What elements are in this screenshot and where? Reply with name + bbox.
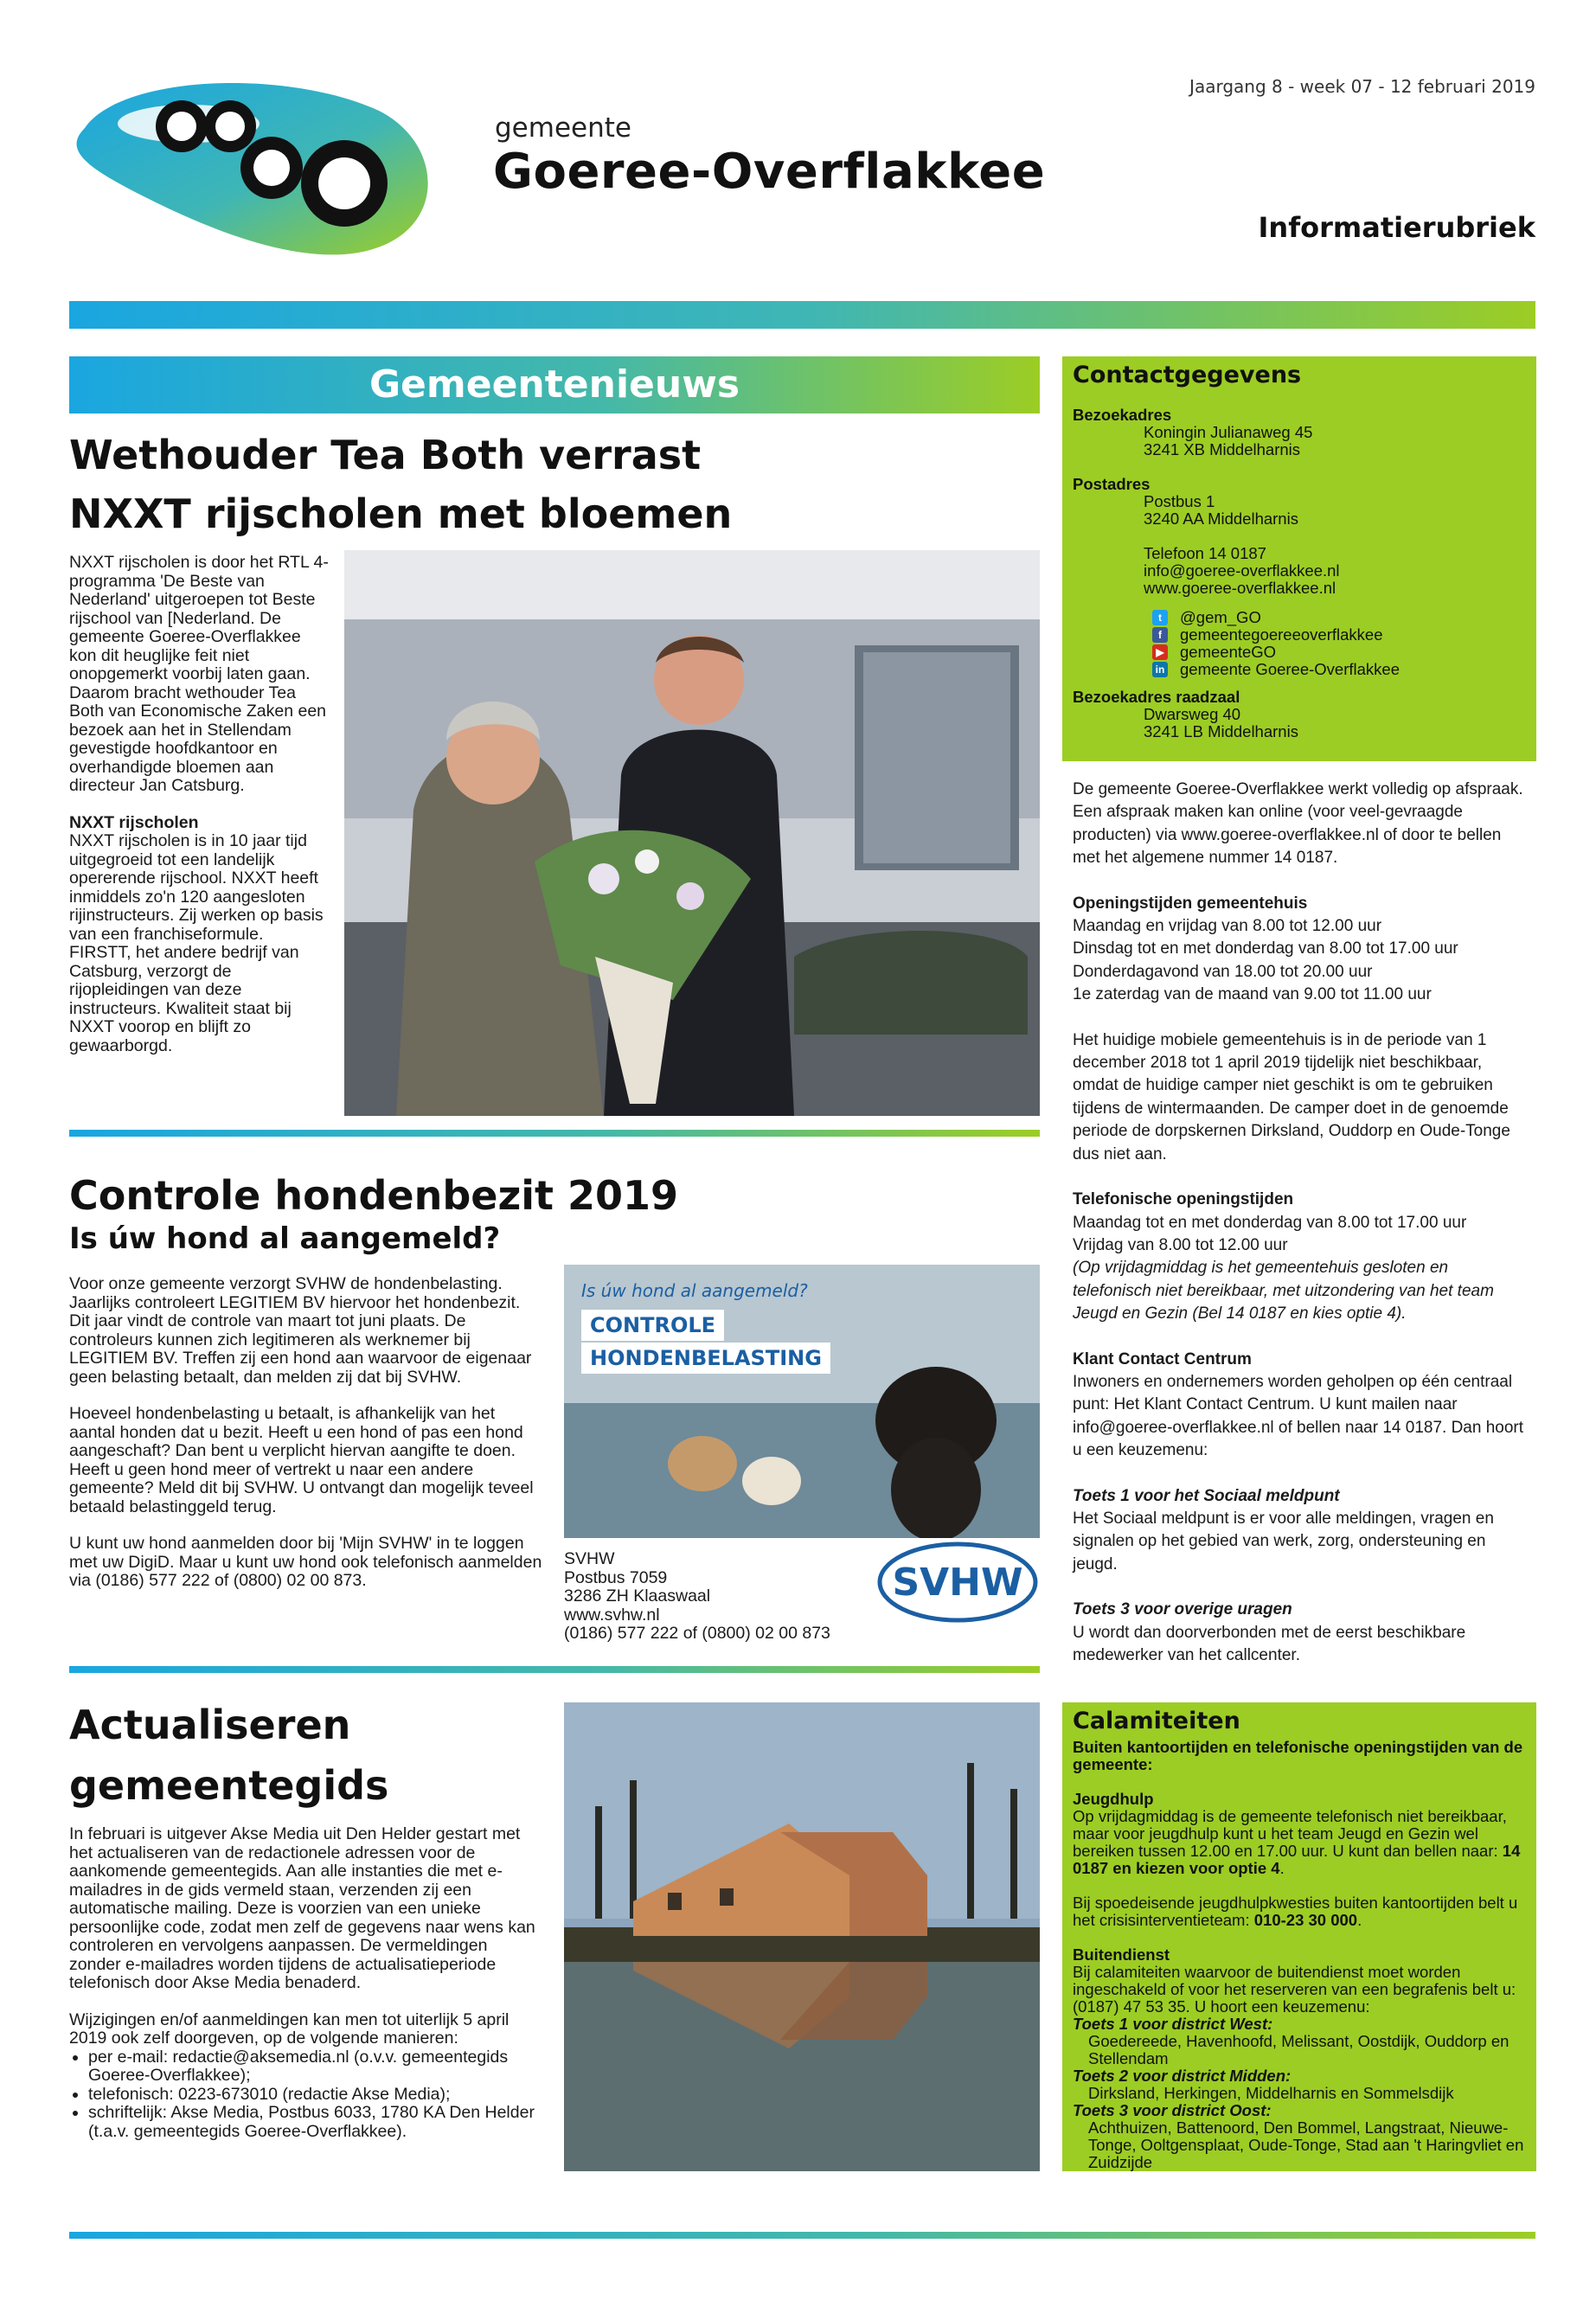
svhw-name: SVHW <box>564 1549 615 1568</box>
contact-details <box>1073 407 1531 740</box>
dog-ad-question: Is úw hond al aangemeld? <box>581 1280 808 1301</box>
calamiteiten-title: Calamiteiten <box>1073 1708 1240 1734</box>
svhw-logo <box>877 1540 1038 1625</box>
info-open-line: Maandag en vrijdag van 8.00 tot 12.00 uur <box>1073 917 1382 936</box>
social-label: @gem_GO <box>1180 608 1261 626</box>
info-tel-note: (Op vrijdagmiddag is het gemeentehuis gesloten en telefonisch niet bereikbaar, met uitzondering van het team Jeugd en Gezin (Bel 14 0187 en kies optie 4). <box>1073 1259 1494 1324</box>
contact-website[interactable]: www.goeree-overflakkee.nl <box>1144 579 1336 597</box>
contact-box <box>1062 356 1536 761</box>
contact-email[interactable]: info@goeree-overflakkee.nl <box>1144 561 1340 580</box>
issue-date: Jaargang 8 - week 07 - 12 februari 2019 <box>1189 76 1535 97</box>
photo-flower-handover <box>344 550 1040 1116</box>
dog-tax-ad <box>564 1265 1040 1538</box>
divider-1 <box>69 1130 1040 1137</box>
article1-intro: NXXT rijscholen is door het RTL 4-programma 'De Beste van Nederland' uitgeroepen tot Beste rijschool van [Nederland. De gemeente Goeree-Overflakkee kon dit heuglijke feit niet onopgemerkt voorbij laten gaan. Daarom bracht wethouder Tea Both van Economische Zaken een bezoek aan het in Stellendam gevestigde hoofdkantoor en overhandigde bloemen aan directeur Jan Catsburg. <box>69 553 329 795</box>
svhw-postbus: Postbus 7059 <box>564 1567 668 1587</box>
dog-ad-title1: CONTROLE <box>581 1310 724 1341</box>
contact-post-1: Postbus 1 <box>1144 492 1215 510</box>
article2-title: Controle hondenbezit 2019 <box>69 1172 679 1219</box>
calamiteiten-box <box>1062 1702 1536 2171</box>
info-open-line: Dinsdag tot en met donderdag van 8.00 tot 17.00 uur <box>1073 939 1458 958</box>
article3-title-line2: gemeentegids <box>69 1762 389 1809</box>
info-afspraak: De gemeente Goeree-Overflakkee werkt volledig op afspraak. Een afspraak maken kan online (voor veel-gevraagde producten) via www.goeree-overflakkee.nl of door te bellen met het algemene nummer 14 0187. <box>1073 780 1523 868</box>
svhw-phone: (0186) 577 222 of (0800) 02 00 873 <box>564 1624 830 1643</box>
article1-title-line1: Wethouder Tea Both verrast <box>69 432 702 478</box>
buitendienst-text: Bij calamiteiten waarvoor de buitendienst moet worden ingeschakeld of voor het reserveren van een begrafenis belt u: (0187) 47 53 35. U hoort een keuzemenu: <box>1073 1963 1516 2016</box>
contact-title: Contactgegevens <box>1073 362 1302 388</box>
calamiteiten-subtitle: Buiten kantoortijden en telefonische openingstijden van de gemeente: <box>1073 1738 1523 1773</box>
district-midden-text: Dirksland, Herkingen, Middelharnis en Sommelsdijk <box>1088 2084 1454 2102</box>
crisis-number: 010-23 30 000 <box>1253 1911 1358 1929</box>
district-west-title: Toets 1 voor district West: <box>1073 2015 1273 2033</box>
info-open-line: Donderdagavond van 18.00 tot 20.00 uur <box>1073 962 1373 981</box>
linkedin-icon: in <box>1152 662 1168 677</box>
article1-title-line2: NXXT rijscholen met bloemen <box>69 490 733 537</box>
article1-body <box>69 554 329 1074</box>
article3-p1: In februari is uitgever Akse Media uit Den Helder gestart met het actualiseren van de redactionele adressen voor de aankomende gemeentegids. Aan alle instanties die met e-mailadres in de gids vermeld staan, verzenden zij een automatische mailing. Deze is voorzien van een unieke persoonlijke code, zodat men zelf de gegevens naar wens kan controleren en vervolgens aanpassen. De vermeldingen zonder e-mailadres worden tijdens de actualisatieperiode telefonisch door Akse Media benaderd. <box>69 1824 535 1992</box>
facebook-icon: f <box>1152 627 1168 643</box>
district-oost-title: Toets 3 voor district Oost: <box>1073 2101 1272 2119</box>
contact-raad-1: Dwarsweg 40 <box>1144 705 1241 723</box>
twitter-icon: t <box>1152 610 1168 625</box>
article3-body <box>69 1825 543 2141</box>
jeugd-title: Jeugdhulp <box>1073 1790 1154 1808</box>
article1-body2: NXXT rijscholen is in 10 jaar tijd uitgegroeid tot een landelijk opererende rijschool. NXXT heeft inmiddels zo'n 120 aangesloten rijinstructeurs. Zij werken op basis van een franchiseformule. FIRSTT, het andere bedrijf van Catsburg, verzorgt de rijopleidingen van deze instructeurs. Kwaliteit staat bij NXXT voorop en blijft zo gewaarborgd. <box>69 831 324 1055</box>
social-youtube[interactable] <box>1073 644 1531 661</box>
photo-farmhouse-reflection <box>564 1702 1040 2171</box>
social-twitter[interactable] <box>1073 609 1531 626</box>
contact-post-label: Postadres <box>1073 475 1151 493</box>
info-kcc-text: Inwoners en ondernemers worden geholpen op één centraal punt: Het Klant Contact Centrum. U kunt mailen naar info@goeree-overflakkee.nl of bellen naar 14 0187. Dan hoort u een keuzemenu: <box>1073 1372 1524 1460</box>
info-mobiel: Het huidige mobiele gemeentehuis is in de periode van 1 december 2018 tot 1 april 2019 tijdelijk niet beschikbaar, omdat de huidige camper niet geschikt is om te gebruiken tijdens de wintermaanden. De camper doet in de genoemde periode de dorpskernen Dirksland, Ouddorp en Oude-Tonge dus niet aan. <box>1073 1030 1510 1163</box>
article3-bullet: • schriftelijk: Akse Media, Postbus 6033, 1780 KA Den Helder (t.a.v. gemeentegids Goeree-Overflakkee). <box>88 2104 543 2141</box>
social-label: gemeente Goeree-Overflakkee <box>1180 660 1400 678</box>
youtube-icon: ▶ <box>1152 644 1168 660</box>
info-tel-line: Vrijdag van 8.00 tot 12.00 uur <box>1073 1235 1288 1254</box>
article2-body <box>69 1275 543 1609</box>
rubriek-label: Informatierubriek <box>1258 211 1535 244</box>
district-west-text: Goedereede, Havenhoofd, Melissant, Oostdijk, Ouddorp en Stellendam <box>1088 2032 1509 2067</box>
svhw-logo-text: SVHW <box>892 1561 1023 1605</box>
dog-ad-photo <box>564 1265 1040 1538</box>
article2-p1: Voor onze gemeente verzorgt SVHW de hondenbelasting. Jaarlijks controleert LEGITIEM BV hiervoor het hondenbezit. Dit jaar vindt de controle van maart tot juni plaats. De controleurs kunnen zich legitimeren als werknemer bij LEGITIEM BV. Treffen zij een hond aan waarvoor de eigenaar geen belasting betaalt, dan melden zij dat bij SVHW. <box>69 1274 532 1387</box>
section-banner: Gemeentenieuws <box>69 356 1040 413</box>
article2-subtitle: Is úw hond al aangemeld? <box>69 1221 501 1256</box>
info-toets3-text: U wordt dan doorverbonden met de eerst beschikbare medewerker van het callcenter. <box>1073 1623 1466 1664</box>
info-toets1-title: Toets 1 voor het Sociaal meldpunt <box>1073 1486 1340 1505</box>
social-label: gemeentegoereeoverflakkee <box>1180 625 1383 644</box>
jeugd-number: 14 0187 en kiezen voor optie 4 <box>1073 1842 1521 1877</box>
district-oost-text: Achthuizen, Battenoord, Den Bommel, Langstraat, Nieuwe-Tonge, Ooltgensplaat, Oude-Tonge, Stad aan 't Haringvliet en Zuidzijde <box>1088 2118 1524 2171</box>
article3-bullet: • per e-mail: redactie@aksemedia.nl (o.v.v. gemeentegids Goeree-Overflakkee); <box>88 2048 543 2086</box>
contact-bezoek-label: Bezoekadres <box>1073 406 1172 424</box>
social-label: gemeenteGO <box>1180 643 1277 661</box>
article2-p2: Hoeveel hondenbelasting u betaalt, is afhankelijk van het aantal honden dat u bezit. Heeft u een hond of pas een hond aangeschaft? Dan bent u verplicht hiervan aangifte te doen. Heeft u geen hond meer of vertrekt u naar een andere gemeente? Meld dit bij SVHW. U ontvangt dan mogelijk teveel betaald belastinggeld terug. <box>69 1404 534 1516</box>
social-linkedin[interactable] <box>1073 661 1531 678</box>
info-toets1-text: Het Sociaal meldpunt is er voor alle meldingen, vragen en signalen op het gebied van werk, zorg, ondersteuning en jeugd. <box>1073 1509 1494 1574</box>
svhw-web[interactable]: www.svhw.nl <box>564 1605 660 1625</box>
contact-post-2: 3240 AA Middelharnis <box>1144 510 1298 528</box>
crisis-text: Bij spoedeisende jeugdhulpkwesties buiten kantoortijden belt u het crisisinterventieteam: <box>1073 1894 1518 1929</box>
footer-divider <box>69 2232 1535 2239</box>
contact-bezoek-1: Koningin Julianaweg 45 <box>1144 423 1313 441</box>
article2-p3: U kunt uw hond aanmelden door bij 'Mijn SVHW' in te loggen met uw DigiD. Maar u kunt uw hond ook telefonisch aanmelden via (0186) 577 222 of (0800) 02 00 873. <box>69 1534 542 1590</box>
contact-bezoek-2: 3241 XB Middelharnis <box>1144 440 1300 458</box>
contact-raad-label: Bezoekadres raadzaal <box>1073 688 1240 706</box>
calamiteiten-body: Buiten kantoortijden en telefonische openingstijden van de gemeente: Jeugdhulp Op vrijdagmiddag is de gemeente telefonisch niet bereikbaar, maar voor jeugdhulp kunt u het team Jeugd en Gezin wel bereiken tussen 12.00 en 17.00 uur. U kunt dan bellen naar: 14 0187 en kiezen voor optie 4. Bij spoedeisende jeugdhulpkwesties buiten kantoortijden belt u het crisisinterventieteam: 010-23 30 000. Buitendienst Bij calamiteiten waarvoor de buitendienst moet worden ingeschakeld of voor het reserveren van een begrafenis belt u: (0187) 47 53 35. U hoort een keuzemenu: Toets 1 voor district West: Goedereede, Havenhoofd, Melissant, Oostdijk, Ouddorp en Stellendam Toets 2 voor district Midden: Dirksland, Herkingen, Middelharnis en Sommelsdijk Toets 3 voor district Oost: Achthuizen, Battenoord, Den Bommel, Langstraat, Nieuwe-Tonge, Ooltgensplaat, Oude-Tonge, Stad aan 't Haringvliet en Zuidzijde <box>1073 1739 1526 2171</box>
info-open-title: Openingstijden gemeentehuis <box>1073 894 1308 913</box>
info-tel-title: Telefonische openingstijden <box>1073 1190 1294 1209</box>
district-midden-title: Toets 2 voor district Midden: <box>1073 2067 1292 2085</box>
contact-phone: Telefoon 14 0187 <box>1144 544 1266 562</box>
article3-bullets <box>69 2048 543 2142</box>
article3-title-line1: Actualiseren <box>69 1702 351 1748</box>
article3-p2: Wijzigingen en/of aanmeldingen kan men tot uiterlijk 5 april 2019 ook zelf doorgeven, op de volgende manieren: <box>69 2009 510 2048</box>
info-tel-line: Maandag tot en met donderdag van 8.00 tot 17.00 uur <box>1073 1213 1467 1232</box>
info-kcc-title: Klant Contact Centrum <box>1073 1349 1252 1368</box>
contact-raad-2: 3241 LB Middelharnis <box>1144 722 1298 740</box>
svhw-city: 3286 ZH Klaaswaal <box>564 1586 711 1606</box>
buitendienst-title: Buitendienst <box>1073 1945 1170 1964</box>
svhw-address <box>564 1550 875 1644</box>
article1-subhead: NXXT rijscholen <box>69 812 199 832</box>
brand-name: Goeree-Overflakkee <box>493 144 1046 200</box>
header-gradient-bar <box>69 301 1535 329</box>
social-facebook[interactable] <box>1073 626 1531 644</box>
brand-subtitle: gemeente <box>495 112 631 144</box>
info-open-line: 1e zaterdag van de maand van 9.00 tot 11.00 uur <box>1073 985 1432 1004</box>
dog-ad-title2: HONDENBELASTING <box>581 1343 830 1374</box>
jeugd-text: Op vrijdagmiddag is de gemeente telefonisch niet bereikbaar, maar voor jeugdhulp kunt u het team Jeugd en Gezin wel bereiken tussen 12.00 en 17.00 uur. U kunt dan bellen naar: <box>1073 1807 1507 1860</box>
article3-bullet: • telefonisch: 0223-673010 (redactie Akse Media); <box>88 2086 543 2105</box>
info-column <box>1073 779 1531 1667</box>
municipality-logo <box>67 76 448 260</box>
divider-2 <box>69 1666 1040 1673</box>
info-toets3-title: Toets 3 voor overige uragen <box>1073 1600 1292 1619</box>
